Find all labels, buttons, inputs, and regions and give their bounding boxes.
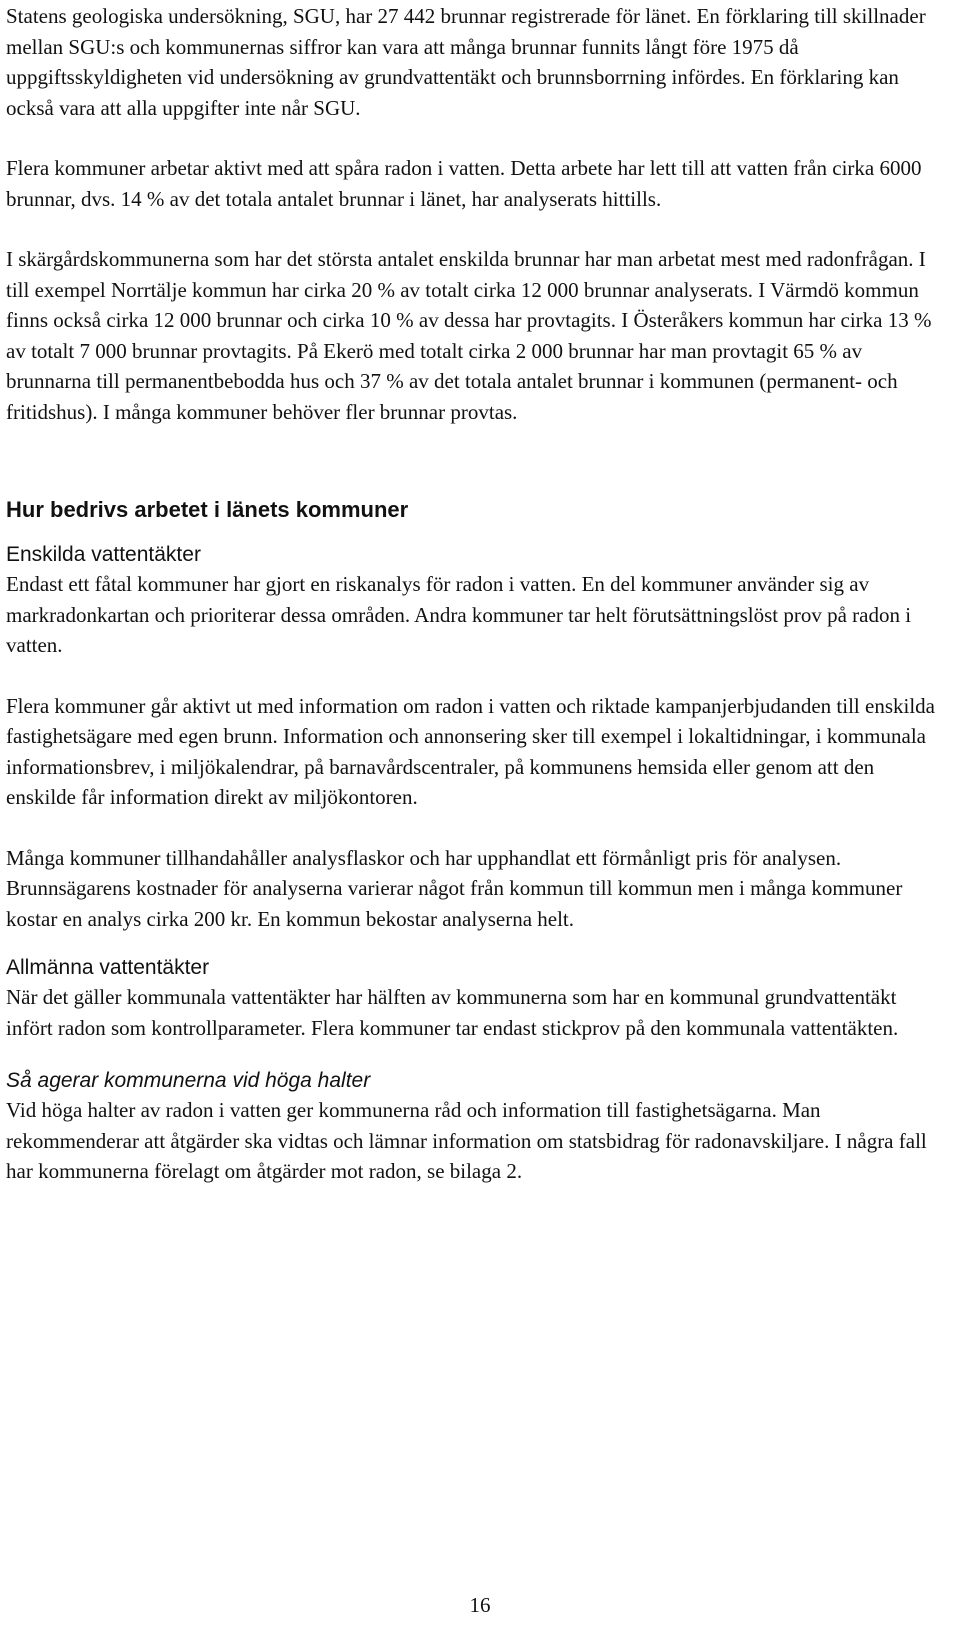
subheading-private-wells: Enskilda vattentäkter (6, 543, 201, 566)
paragraph-sgu-wells: Statens geologiska undersökning, SGU, har 27 442 brunnar registrerade för länet. En förklaring till skillnader mellan SGU:s och kommunernas siffror kan vara att många brunnar funnits långt före 1975 då uppgiftsskyldigheten vid undersökning av grundvattentäkt och brunnsborrning infördes. En förklaring kan också vara att alla uppgifter inte når SGU. (6, 4, 926, 120)
subheading-public-water: Allmänna vattentäkter (6, 956, 210, 979)
paragraph-information-campaigns: Flera kommuner går aktivt ut med information om radon i vatten och riktade kampanjerbjudanden till enskilda fastighetsägare med egen brunn. Information och annonsering sker till exempel i lokaltidningar, i kommunala informationsbrev, i miljökalendrar, på barnavårdscentraler, på kommunens hemsida eller genom att den enskilde får information direkt av miljökontoren. (6, 693, 935, 809)
paragraph-radon-tracking: Flera kommuner arbetar aktivt med att spåra radon i vatten. Detta arbete har lett till att vatten från cirka 6000 brunnar, dvs. 14 % av det totala antalet brunnar i länet, har analyserats hittills. (6, 156, 922, 211)
section-title: Hur bedrivs arbetet i länets kommuner (6, 497, 409, 522)
document-page (6, 0, 942, 1187)
paragraph-archipelago-municipalities: I skärgårdskommunerna som har det största antalet enskilda brunnar har man arbetat mest med radonfrågan. I till exempel Norrtälje kommun har cirka 20 % av totalt cirka 12 000 brunnar analyserats. I Värmdö kommun finns också cirka 12 000 brunnar och cirka 10 % av dessa har provtagits. I Österåkers kommun har cirka 13 % av totalt 7 000 brunnar provtagits. På Ekerö med totalt cirka 2 000 brunnar har man provtagit 65 % av brunnarna till permanentbebodda hus och 37 % av det totala antalet brunnar i kommunen (permanent- och fritidshus). I många kommuner behöver fler brunnar provtas. (6, 247, 932, 424)
paragraph-public-water: När det gäller kommunala vattentäkter har hälften av kommunerna som har en kommunal grundvattentäkt infört radon som kontrollparameter. Flera kommuner tar endast stickprov på den kommunala vattentäkten. (6, 985, 899, 1040)
paragraph-high-levels: Vid höga halter av radon i vatten ger kommunerna råd och information till fastighetsägarna. Man rekommenderar att åtgärder ska vidtas och lämnar information om statsbidrag för radonavskiljare. I några fall har kommunerna förelagt om åtgärder mot radon, se bilaga 2. (6, 1098, 927, 1183)
subheading-high-levels: Så agerar kommunerna vid höga halter (6, 1069, 371, 1092)
paragraph-risk-analysis: Endast ett fåtal kommuner har gjort en riskanalys för radon i vatten. En del kommuner använder sig av markradonkartan och prioriterar dessa områden. Andra kommuner tar helt förutsättningslöst prov på radon i vatten. (6, 572, 912, 657)
paragraph-analysis-costs: Många kommuner tillhandahåller analysflaskor och har upphandlat ett förmånligt pris för analysen. Brunnsägarens kostnader för analyserna varierar något från kommun till kommun men i många kommuner kostar en analys cirka 200 kr. En kommun bekostar analyserna helt. (6, 845, 903, 931)
page-number: 16 (469, 1593, 491, 1617)
